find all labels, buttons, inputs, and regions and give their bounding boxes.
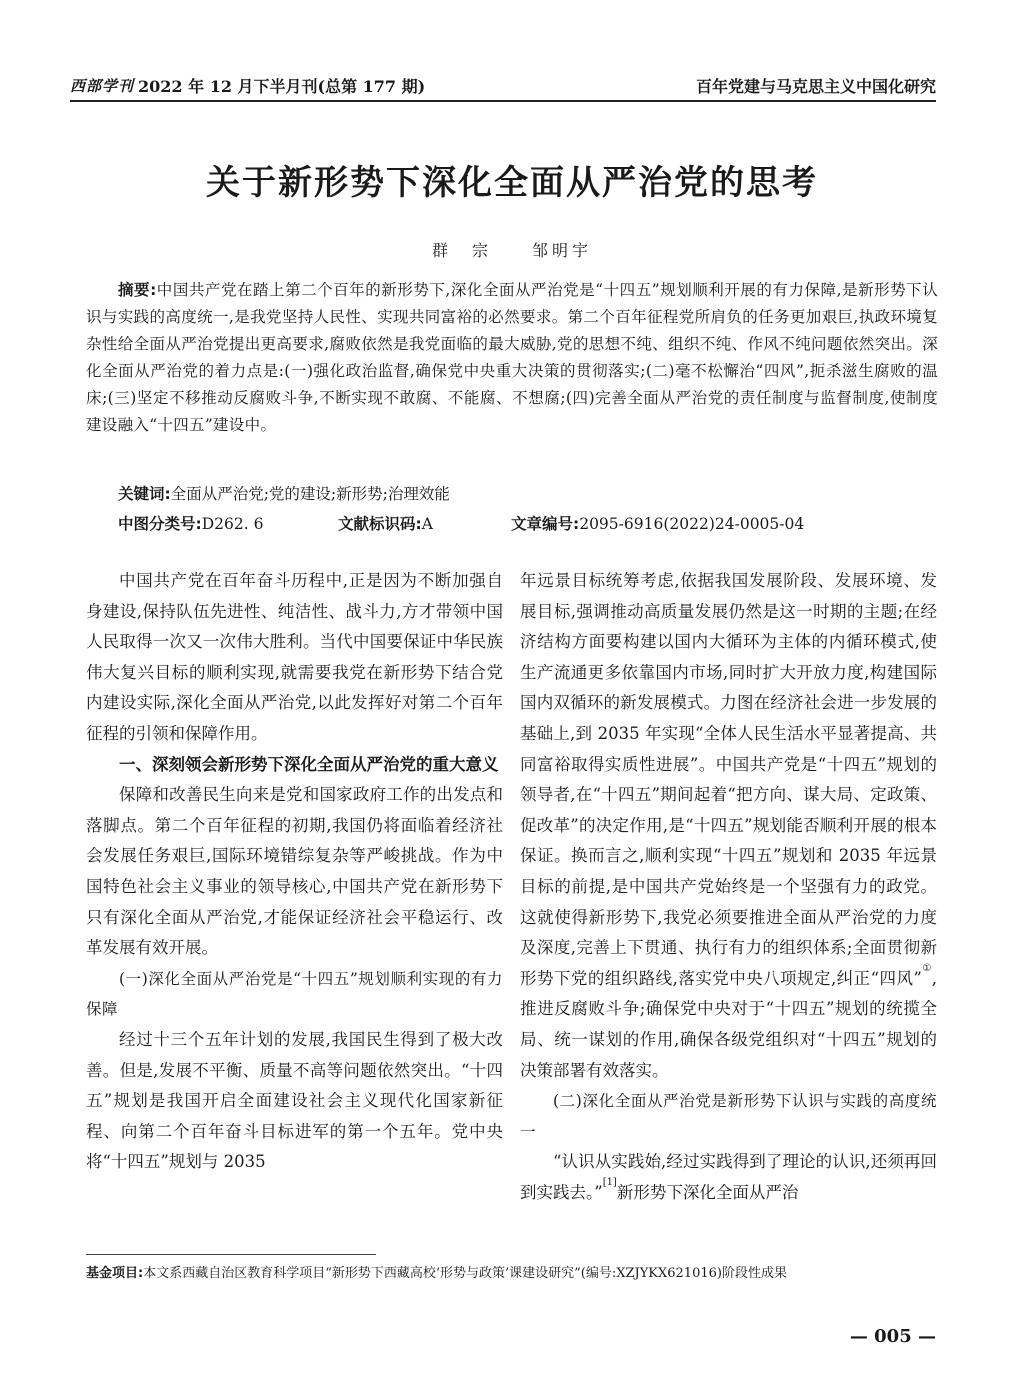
page-number: — 005 — — [849, 1326, 936, 1347]
keywords-label: 关键词: — [118, 485, 171, 503]
clc-value: D262. 6 — [201, 515, 264, 533]
section-heading: 一、深刻领会新形势下深化全面从严治党的重大意义 — [119, 754, 499, 774]
doc-code-value: A — [421, 515, 433, 533]
section-name: 百年党建与马克思主义中国化研究 — [695, 76, 936, 96]
clc-label: 中图分类号: — [118, 515, 202, 533]
subsection-heading: (一)深化全面从严治党是“十四五”规划顺利实现的有力保障 — [86, 969, 503, 1019]
funding-label: 基金项目: — [86, 1266, 144, 1281]
subsection-heading: (二)深化全面从严治党是新形势下认识与实践的高度统一 — [520, 1092, 937, 1141]
paragraph: 年远景目标统筹考虑,依据我国发展阶段、发展环境、发展目标,强调推动高质量发展仍然是这一时期的主题;在经济结构方面要构建以国内大循环为主体的内循环模式,使生产流通更多依靠国内市场,同时扩大开放力度,构建国际国内双循环的新发展模式。力图在经济社会进一步发展的基础上,到 2035 年实现“全体人民生活水平显著提高、共同富裕取得实质性进展”。中国共产党是“十四五”规划的领导者,在“十四五”期间起着“把方向、谋大局、定政策、促改革”的决定作用,是“十四五”规划能否顺利开展的根本保证。换而言之,顺利实现“十四五”规划和 2035 年远景目标的前提,是中国共产党始终是一个坚强有力的政党。这就使得新形势下,我党必须要推进全面从严治党的力度及深度,完善上下贯通、执行有力的组织体系;全面贯彻新形势下党的组织路线,落实党中央八项规定,纠正“四风”①,推进反腐败斗争;确保党中央对于“十四五”规划的统揽全局、统一谋划的作用,确保各级党组织对“十四五”规划的决策部署有效落实。 — [520, 571, 937, 1080]
left-column — [86, 566, 503, 1178]
journal-logo: 西部学刊 — [70, 76, 135, 95]
article-no-value: 2095-6916(2022)24-0005-04 — [579, 515, 805, 533]
article-title: 关于新形势下深化全面从严治党的思考 — [206, 163, 818, 203]
abstract — [86, 277, 938, 439]
footnote-rule — [86, 1254, 376, 1255]
keywords — [118, 481, 938, 507]
article-no-label: 文章编号: — [511, 515, 580, 533]
paragraph: 经过十三个五年计划的发展,我国民生得到了极大改善。但是,发展不平衡、质量不高等问题依然突出。“十四五”规划是我国开启全面建设社会主义现代化国家新征程、向第二个百年奋斗目标进军的第一个五年。党中央将“十四五”规划与 2035 — [86, 1029, 503, 1172]
classification-line — [118, 511, 938, 537]
authors: 群 宗 邹明宇 — [431, 241, 592, 260]
paragraph: “认识从实践始,经过实践得到了理论的认识,还须再回到实践去。”[1]新形势下深化全面从严治 — [520, 1152, 937, 1202]
issue-info: 2022 年 12 月下半月刊(总第 177 期) — [138, 76, 426, 96]
paragraph: 保障和改善民生向来是党和国家政府工作的出发点和落脚点。第二个百年征程的初期,我国仍将面临着经济社会发展任务艰巨,国际环境错综复杂等严峻挑战。作为中国特色社会主义事业的领导核心,中国共产党在新形势下只有深化全面从严治党,才能保证经济社会平稳运行、改革发展有效开展。 — [86, 785, 503, 958]
abstract-text: 中国共产党在踏上第二个百年的新形势下,深化全面从严治党是“十四五”规划顺利开展的有力保障,是新形势下认识与实践的高度统一,是我党坚持人民性、实现共同富裕的必然要求。第二个百年征程党所肩负的任务更加艰巨,执政环境复杂性给全面从严治党提出更高要求,腐败依然是我党面临的最大威胁,党的思想不纯、组织不纯、作风不纯问题依然突出。深化全面从严治党的着力点是:(一)强化政治监督,确保党中央重大决策的贯彻落实;(二)毫不松懈治“四风”,扼杀滋生腐败的温床;(三)坚定不移推动反腐败斗争,不断实现不敢腐、不能腐、不想腐;(四)完善全面从严治党的责任制度与监督制度,使制度建设融入“十四五”建设中。 — [86, 281, 938, 434]
right-column — [520, 566, 937, 1208]
abstract-label: 摘要: — [118, 281, 157, 299]
doc-code-label: 文献标识码: — [338, 515, 422, 533]
citation-ref: [1] — [602, 1176, 617, 1188]
running-header — [70, 70, 936, 102]
funding-text: 本文系西藏自治区教育科学项目“新形势下西藏高校‘形势与政策’课建设研究”(编号:XZJYKX621016)阶段性成果 — [143, 1266, 787, 1281]
funding-note — [86, 1263, 938, 1285]
footnote-ref: ① — [921, 962, 932, 974]
journal-issue — [70, 74, 425, 97]
paragraph: 中国共产党在百年奋斗历程中,正是因为不断加强自身建设,保持队伍先进性、纯洁性、战斗力,方才带领中国人民取得一次又一次伟大胜利。当代中国要保证中华民族伟大复兴目标的顺利实现,就需要我党在新形势下结合党内建设实际,深化全面从严治党,以此发挥好对第二个百年征程的引领和保障作用。 — [86, 571, 503, 743]
keywords-text: 全面从严治党;党的建设;新形势;治理效能 — [170, 485, 450, 503]
